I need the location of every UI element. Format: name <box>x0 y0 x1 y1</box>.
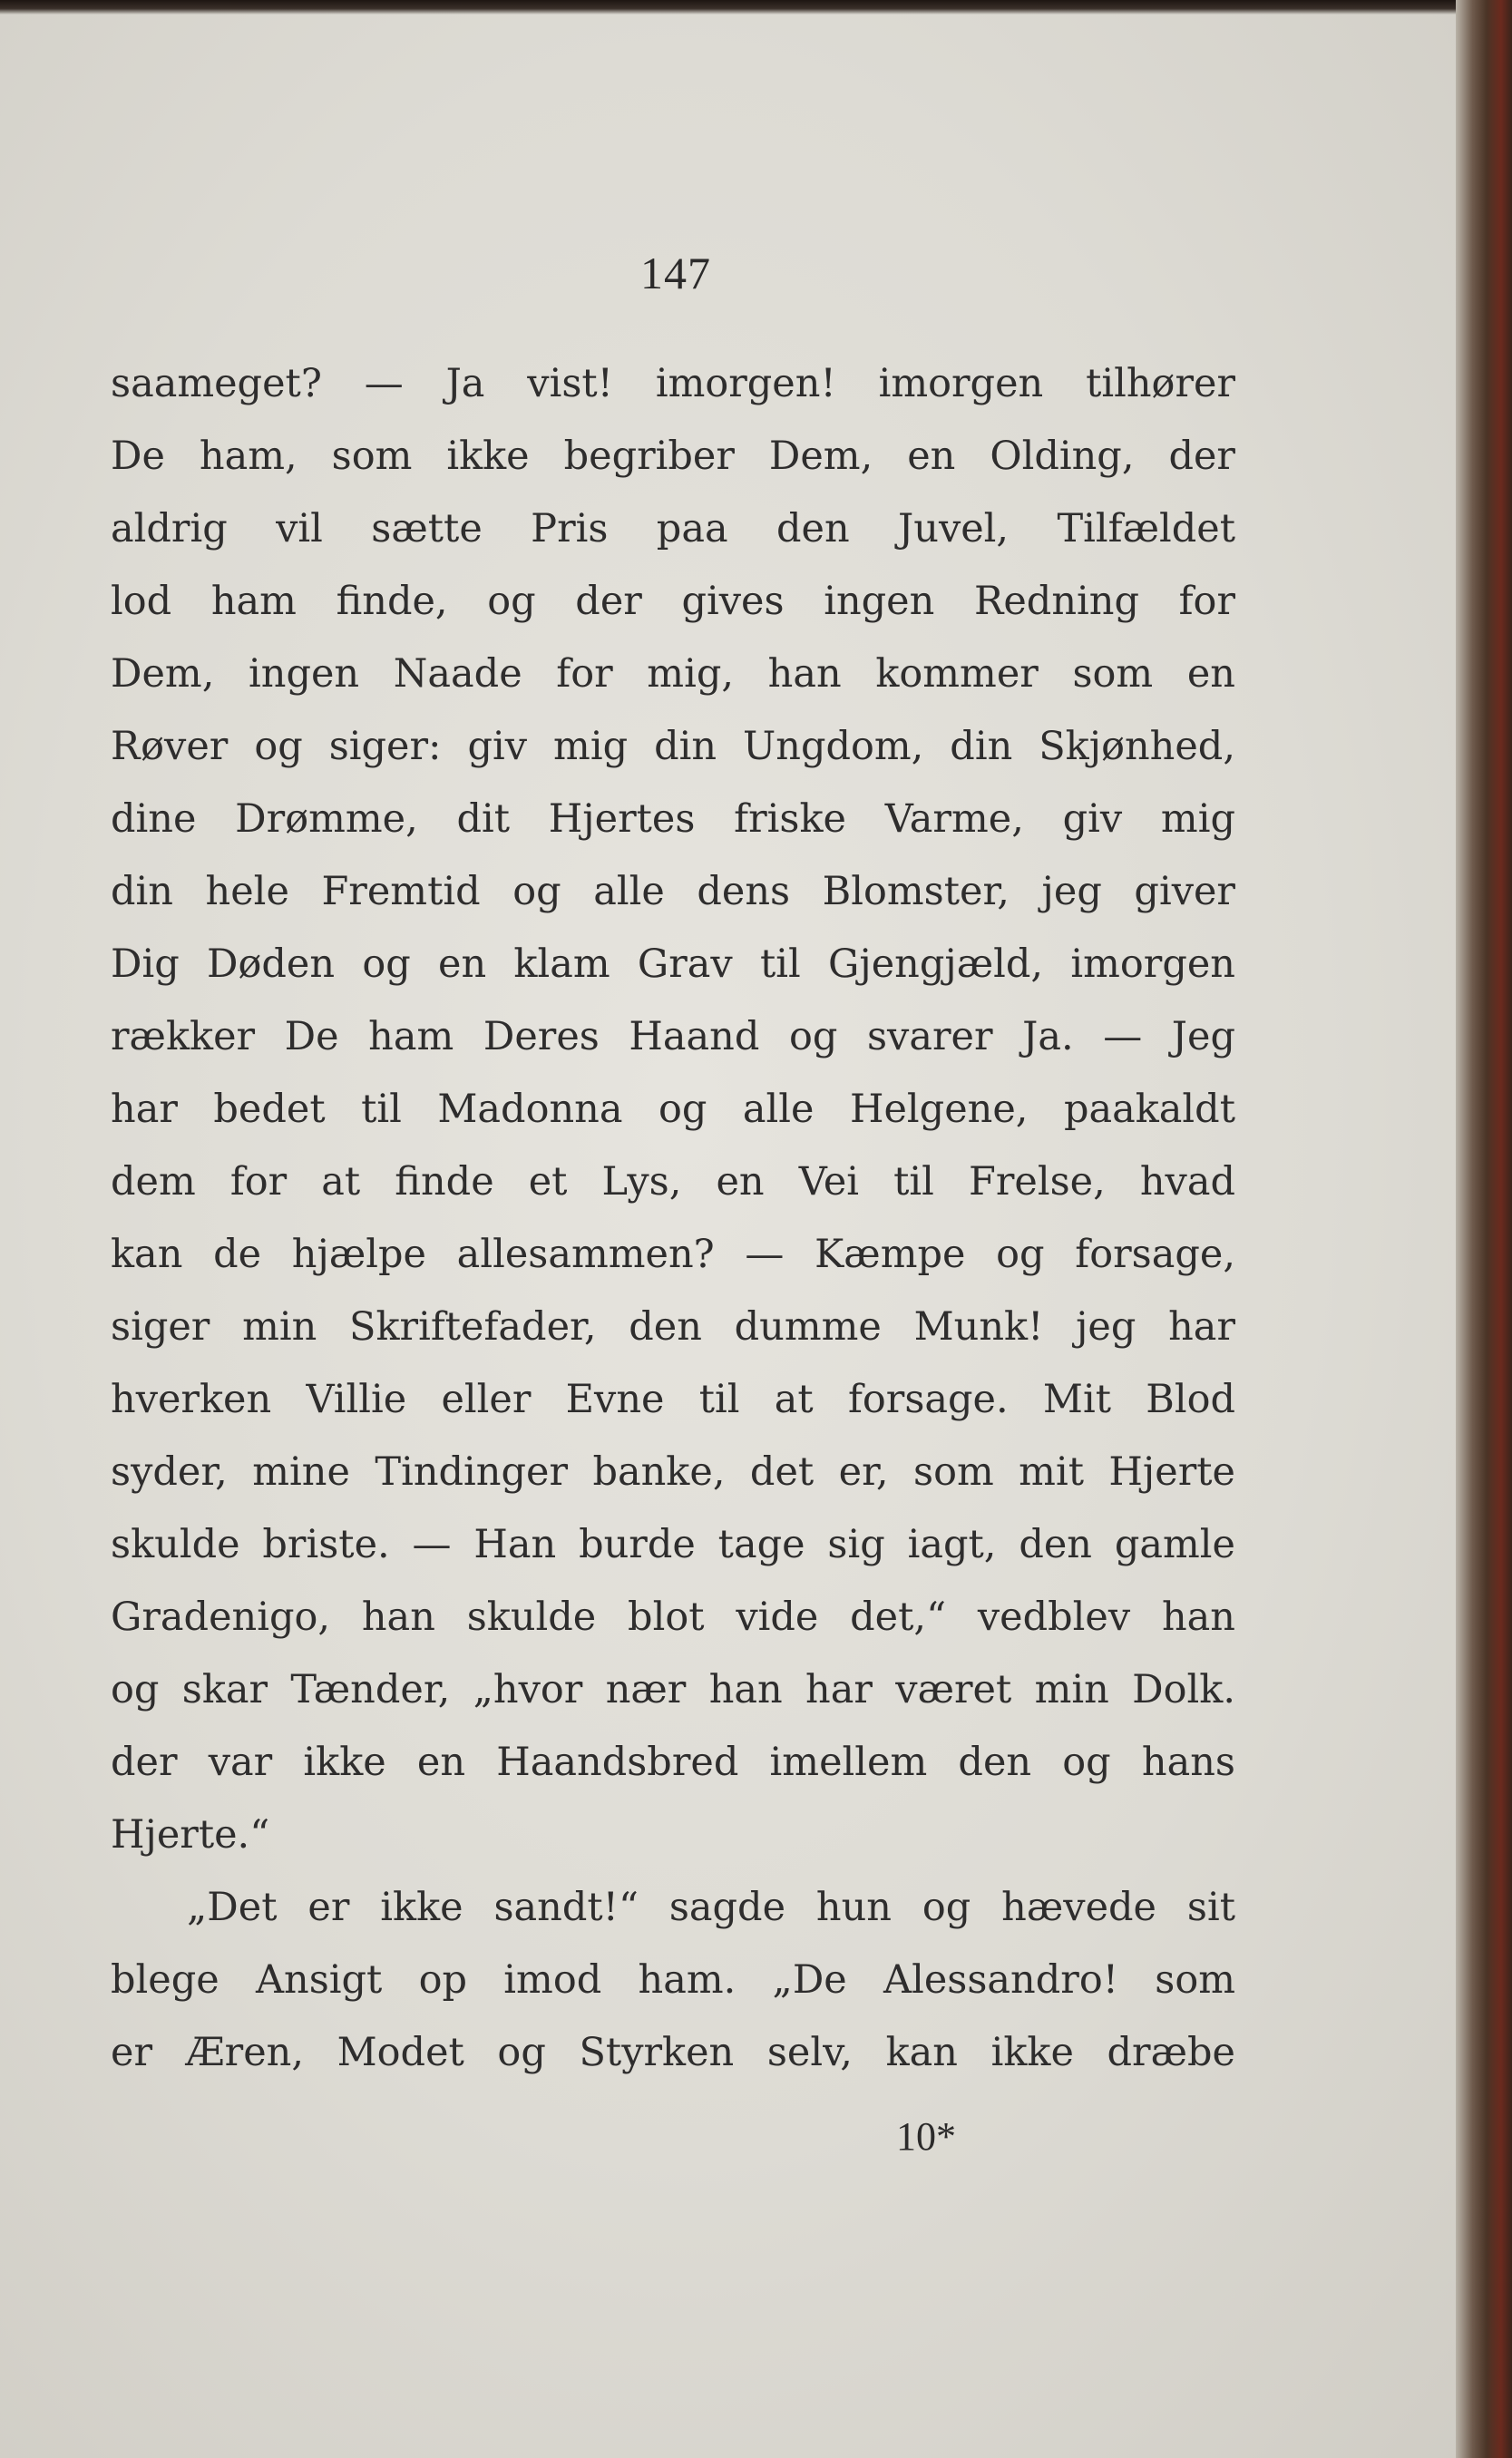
text-line: har bedet til Madonna og alle Helgene, paakaldt <box>111 1087 1235 1132</box>
text-line: aldrig vil sætte Pris paa den Juvel, Tilfældet <box>111 506 1235 551</box>
text-line: din hele Fremtid og alle dens Blomster, jeg giver <box>111 869 1235 914</box>
text-line: Gradenigo, han skulde blot vide det,“ vedblev han <box>111 1595 1235 1640</box>
text-line: kan de hjælpe allesammen? — Kæmpe og forsage, <box>111 1232 1235 1277</box>
text-line: Hjerte.“ <box>111 1812 270 1858</box>
text-line: saameget? — Ja vist! imorgen! imorgen tilhører <box>111 361 1235 406</box>
text-line: hverken Villie eller Evne til at forsage. Mit Blod <box>111 1377 1235 1422</box>
page-top-edge <box>0 0 1512 15</box>
body-text <box>111 347 1235 2089</box>
text-line: Dig Døden og en klam Grav til Gjengjæld, imorgen <box>111 941 1235 987</box>
text-line: der var ikke en Haandsbred imellem den og hans <box>111 1740 1235 1785</box>
signature-mark: 10* <box>896 2114 956 2159</box>
text-line: skulde briste. — Han burde tage sig iagt, den gamle <box>111 1522 1235 1567</box>
text-line: De ham, som ikke begriber Dem, en Olding, der <box>111 434 1235 479</box>
text-line: Dem, ingen Naade for mig, han kommer som en <box>111 651 1235 697</box>
text-line: lod ham finde, og der gives ingen Redning for <box>111 579 1235 624</box>
text-line: rækker De ham Deres Haand og svarer Ja. — Jeg <box>111 1014 1235 1059</box>
text-line: siger min Skriftefader, den dumme Munk! jeg har <box>111 1304 1235 1350</box>
paragraph-start-line: „Det er ikke sandt!“ sagde hun og hævede sit <box>187 1885 1235 1930</box>
text-line: dem for at finde et Lys, en Vei til Frelse, hvad <box>111 1159 1235 1205</box>
text-line: og skar Tænder, „hvor nær han har været min Dolk. <box>111 1667 1235 1712</box>
page-number: 147 <box>640 248 711 298</box>
text-line: er Æren, Modet og Styrken selv, kan ikke dræbe <box>111 2030 1235 2075</box>
text-line: Røver og siger: giv mig din Ungdom, din Skjønhed, <box>111 724 1235 769</box>
text-line: syder, mine Tindinger banke, det er, som mit Hjerte <box>111 1449 1235 1495</box>
text-line: dine Drømme, dit Hjertes friske Varme, giv mig <box>111 796 1235 842</box>
book-binding-edge <box>1456 0 1512 2458</box>
text-line: blege Ansigt op imod ham. „De Alessandro! som <box>111 1957 1235 2003</box>
